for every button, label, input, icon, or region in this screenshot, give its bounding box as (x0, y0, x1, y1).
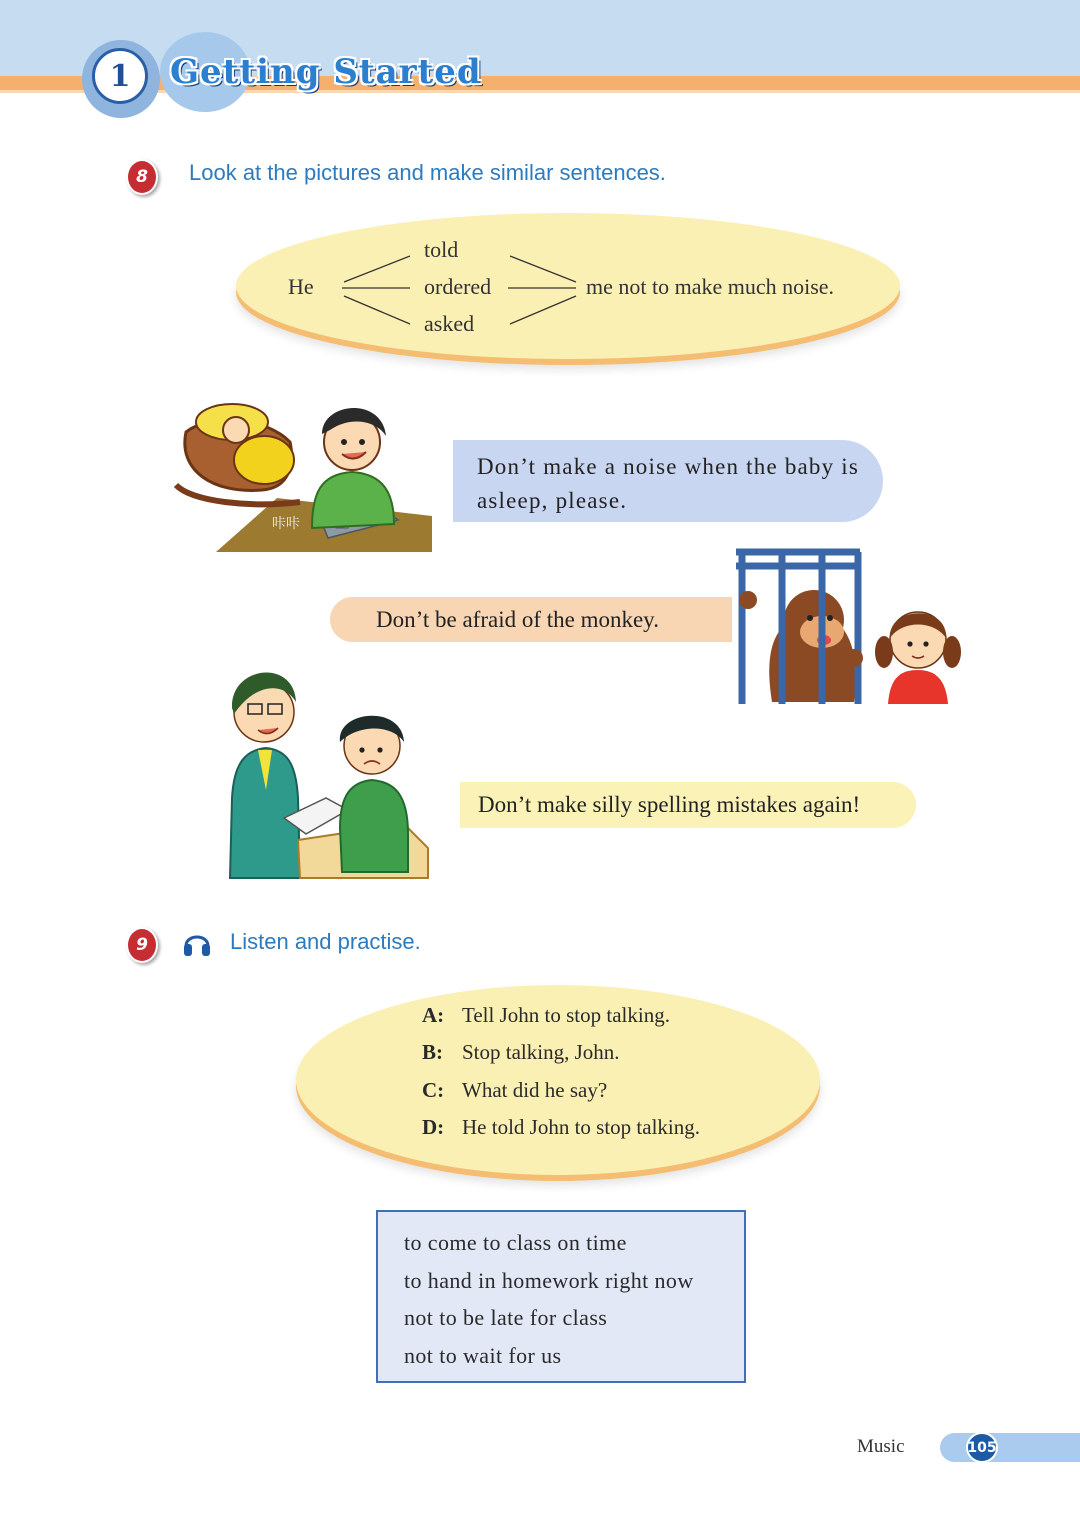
phrase-item: not to wait for us (404, 1342, 562, 1368)
dialogue-line (422, 1040, 620, 1065)
monkey-and-girl-illustration (730, 548, 974, 704)
dialogue-speaker: A: (422, 1003, 445, 1027)
pattern-verb-ordered: ordered (424, 274, 492, 299)
pattern-subject: He (288, 274, 314, 299)
speech-bubble-monkey: Don’t be afraid of the monkey. (330, 597, 732, 642)
headphones-icon (182, 928, 212, 958)
dialogue-text: What did he say? (462, 1078, 608, 1102)
dialogue-speaker: D: (422, 1115, 445, 1139)
pattern-verb-told: told (424, 237, 459, 262)
header-rule-shadow (0, 90, 1080, 93)
dialogue-text: Stop talking, John. (462, 1040, 620, 1064)
teacher-and-student-illustration (222, 658, 432, 880)
exercise-8-instruction: Look at the pictures and make similar sentences. (189, 160, 666, 185)
substitution-phrase-box (376, 1210, 746, 1383)
speech-bubble-baby: Don’t make a noise when the baby is asleep, please. (453, 440, 883, 522)
phrase-item: to hand in homework right now (404, 1267, 694, 1293)
exercise-8-number: 8 (126, 159, 158, 195)
boy-and-baby-illustration (172, 390, 434, 554)
footer-section-label: Music (857, 1436, 905, 1457)
footer-band (940, 1433, 1080, 1462)
exercise-9-instruction: Listen and practise. (230, 929, 421, 954)
pattern-object: me not to make much noise. (586, 274, 835, 299)
speech-bubble-spelling: Don’t make silly spelling mistakes again! (460, 782, 916, 828)
noise-text: 咔咔 (272, 516, 300, 532)
page-title: Getting Started (170, 52, 482, 92)
phrase-item: not to be late for class (404, 1305, 608, 1330)
unit-number-badge: 1 (92, 48, 148, 104)
dialogue-line (422, 1115, 700, 1140)
dialogue-text: He told John to stop talking. (462, 1115, 700, 1139)
pattern-verb-asked: asked (424, 311, 475, 336)
dialogue-line (422, 1003, 670, 1028)
dialogue-line (422, 1078, 607, 1103)
phrase-item: to come to class on time (404, 1230, 627, 1255)
dialogue-text: Tell John to stop talking. (462, 1003, 670, 1027)
dialogue-speaker: B: (422, 1040, 443, 1064)
dialogue-speaker: C: (422, 1078, 445, 1102)
exercise-9-number: 9 (126, 927, 158, 963)
page-number: 105 (966, 1432, 998, 1463)
